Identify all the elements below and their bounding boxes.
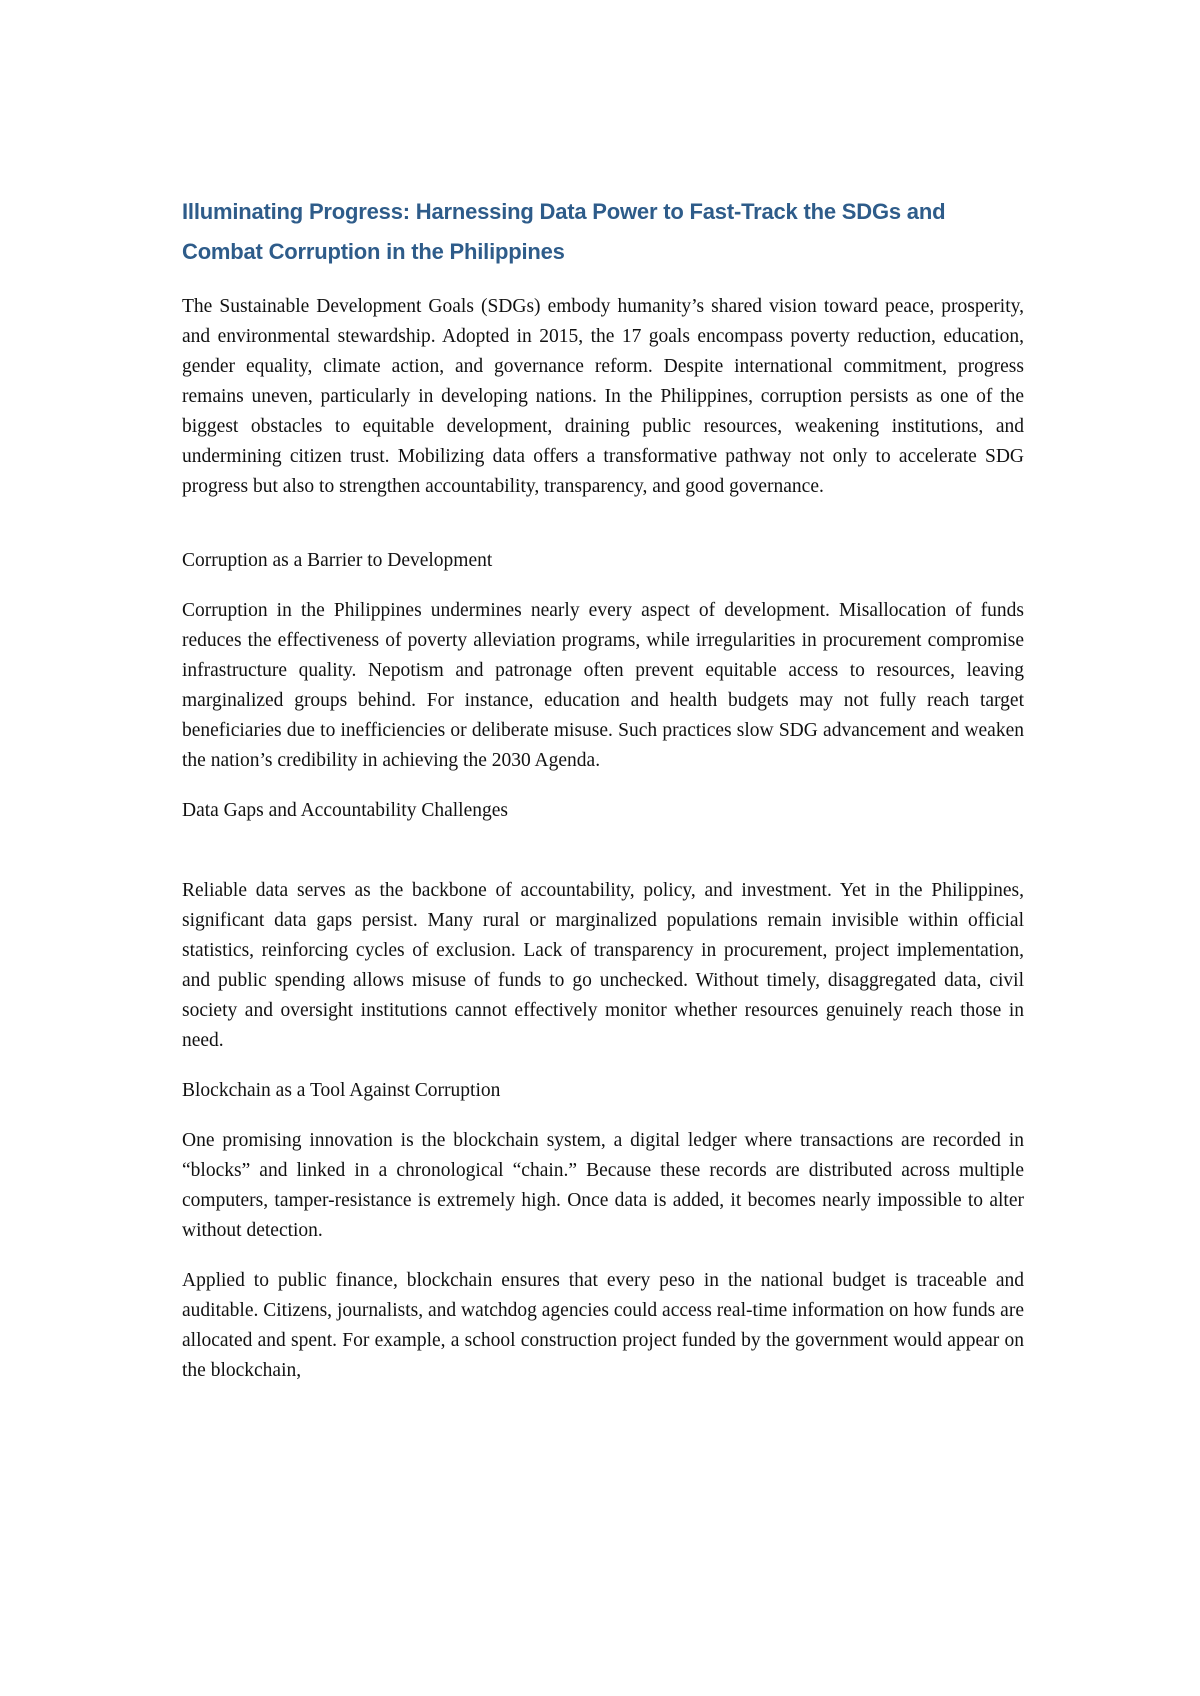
document-body: [182, 192, 1024, 1386]
section-paragraph-data-gaps: Reliable data serves as the backbone of accountability, policy, and investment. Yet in the Philippines, significant data gaps persist. Many rural or marginalized populations remain invisible within official statistics, reinforcing cycles of exclusion. Lack of transparency in procurement, project implementation, and public spending allows misuse of funds to go unchecked. Without timely, disaggregated data, civil society and oversight institutions cannot effectively monitor whether resources genuinely reach those in need.: [182, 880, 1024, 1051]
section-paragraph-blockchain-finance: Applied to public finance, blockchain ensures that every peso in the national budget is traceable and auditable. Citizens, journalists, and watchdog agencies could access real-time information on how funds are allocated and spent. For example, a school construction project funded by the government would appear on the blockchain,: [182, 1270, 1024, 1381]
section-paragraph-corruption: Corruption in the Philippines undermines nearly every aspect of development. Misallocation of funds reduces the effectiveness of poverty alleviation programs, while irregularities in procurement compromise infrastructure quality. Nepotism and patronage often prevent equitable access to resources, leaving marginalized groups behind. For instance, education and health budgets may not fully reach target beneficiaries due to inefficiencies or deliberate misuse. Such practices slow SDG advancement and weaken the nation’s credibility in achieving the 2030 Agenda.: [182, 600, 1024, 771]
section-heading-blockchain: Blockchain as a Tool Against Corruption: [182, 1080, 501, 1101]
section-heading-data-gaps: Data Gaps and Accountability Challenges: [182, 800, 508, 821]
section-paragraph-blockchain: One promising innovation is the blockchain system, a digital ledger where transactions are recorded in “blocks” and linked in a chronological “chain.” Because these records are distributed across multiple computers, tamper-resistance is extremely high. Once data is added, it becomes nearly impossible to alter without detection.: [182, 1130, 1024, 1241]
intro-paragraph: The Sustainable Development Goals (SDGs) embody humanity’s shared vision toward peace, prosperity, and environmental stewardship. Adopted in 2015, the 17 goals encompass poverty reduction, education, gender equality, climate action, and governance reform. Despite international commitment, progress remains uneven, particularly in developing nations. In the Philippines, corruption persists as one of the biggest obstacles to equitable development, draining public resources, weakening institutions, and undermining citizen trust. Mobilizing data offers a transformative pathway not only to accelerate SDG progress but also to strengthen accountability, transparency, and good governance.: [182, 296, 1024, 497]
document-title: Illuminating Progress: Harnessing Data Power to Fast-Track the SDGs and Combat Corruption in the Philippines: [182, 199, 946, 264]
section-heading-corruption: Corruption as a Barrier to Development: [182, 550, 493, 571]
